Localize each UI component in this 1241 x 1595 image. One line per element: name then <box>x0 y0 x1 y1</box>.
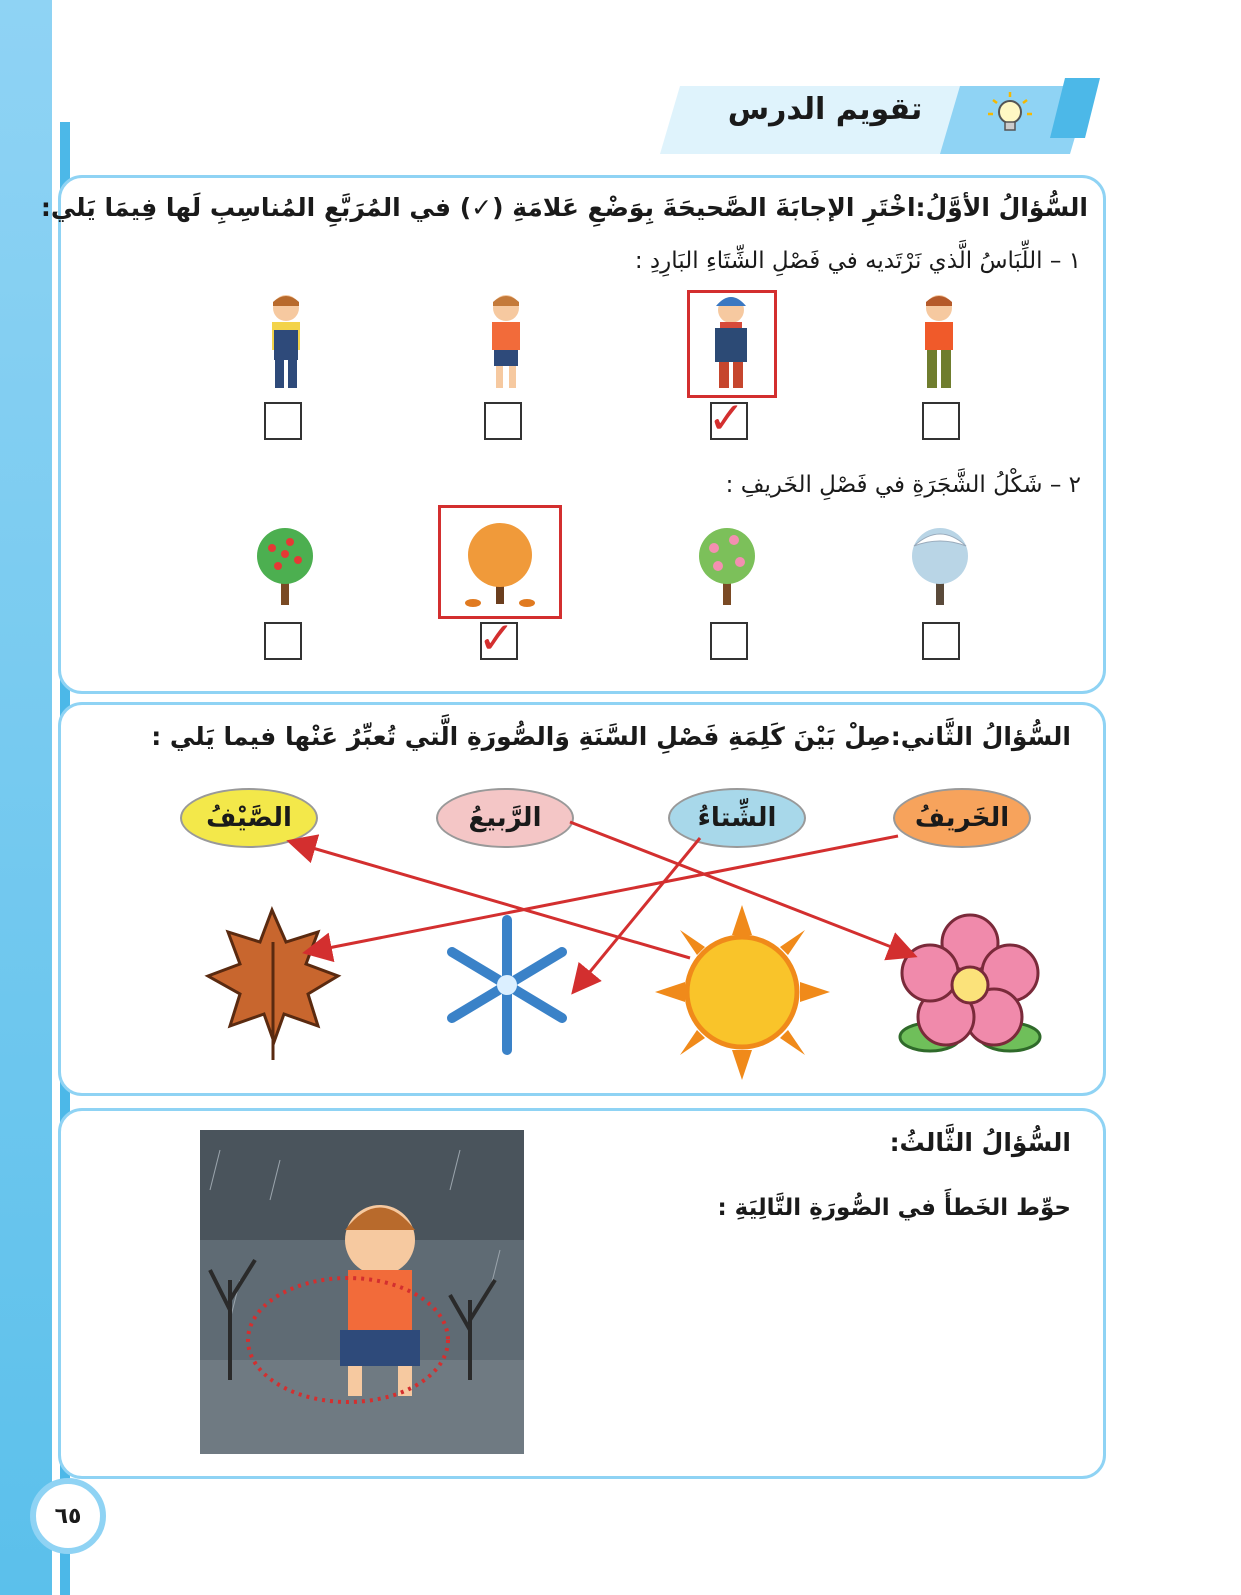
rainy-boy-image <box>200 1130 524 1454</box>
answer1-option2-checkbox[interactable] <box>484 402 522 440</box>
child-shorts-image <box>482 290 530 394</box>
checkmark-icon: ✓ <box>478 613 515 664</box>
question2-title: السُّؤالُ الثَّاني:صِلْ بَيْنَ كَلِمَةِ فَصْلِ السَّنَةِ وَالصُّورَةِ الَّتي تُعبِّرُ عَنْها فيما يَلي : <box>151 722 1071 751</box>
child-overalls-image <box>262 290 310 394</box>
question3-instruction: حوِّط الخَطأَ في الصُّورَةِ التَّالِيَةِ : <box>717 1195 1071 1221</box>
spring-tree-image <box>692 518 762 610</box>
question3-title: السُّؤالُ الثَّالثُ: <box>889 1128 1071 1157</box>
selection-frame-winter-child <box>687 290 777 398</box>
apple-tree-image <box>250 518 320 610</box>
answer2-option3-checkbox[interactable] <box>710 622 748 660</box>
sun-image <box>655 905 830 1080</box>
page-title: تقويم الدرس <box>727 92 923 127</box>
selection-frame-autumn-tree <box>438 505 562 619</box>
winter-tree-image <box>905 518 975 610</box>
snowflake-image <box>440 910 575 1060</box>
left-decor-bar <box>0 0 52 1595</box>
flower-image <box>890 905 1050 1065</box>
page-number: ٦٥ <box>30 1478 106 1554</box>
answer2-option1-checkbox[interactable] <box>264 622 302 660</box>
maple-leaf-image <box>200 902 345 1062</box>
checkmark-icon: ✓ <box>708 393 745 444</box>
season-spring-label[interactable]: الرَّبيعُ <box>436 788 574 848</box>
answer2-option4-checkbox[interactable] <box>922 622 960 660</box>
answer1-option1-checkbox[interactable] <box>264 402 302 440</box>
season-winter-label[interactable]: الشِّتاءُ <box>668 788 806 848</box>
answer1-option4-checkbox[interactable] <box>922 402 960 440</box>
lightbulb-icon <box>985 90 1035 140</box>
question1-item1: ١ – اللِّبَاسُ الَّذي نَرْتَديه في فَصْلِ الشِّتَاءِ البَارِدِ : <box>634 248 1081 274</box>
question1-item2: ٢ – شَكْلُ الشَّجَرَةِ في فَصْلِ الخَريفِ : <box>725 472 1081 498</box>
season-summer-label[interactable]: الصَّيْفُ <box>180 788 318 848</box>
question1-title: السُّؤالُ الأوَّلُ:اخْتَرِ الإجابَةَ الصَّحيحَةَ بِوَضْعِ عَلامَةِ (✓) في المُرَبَّعِ المُناسِبِ لَها فِيمَا يَلي: <box>40 193 1088 222</box>
season-autumn-label[interactable]: الخَريفُ <box>893 788 1031 848</box>
child-tshirt-pants-image <box>915 290 963 394</box>
